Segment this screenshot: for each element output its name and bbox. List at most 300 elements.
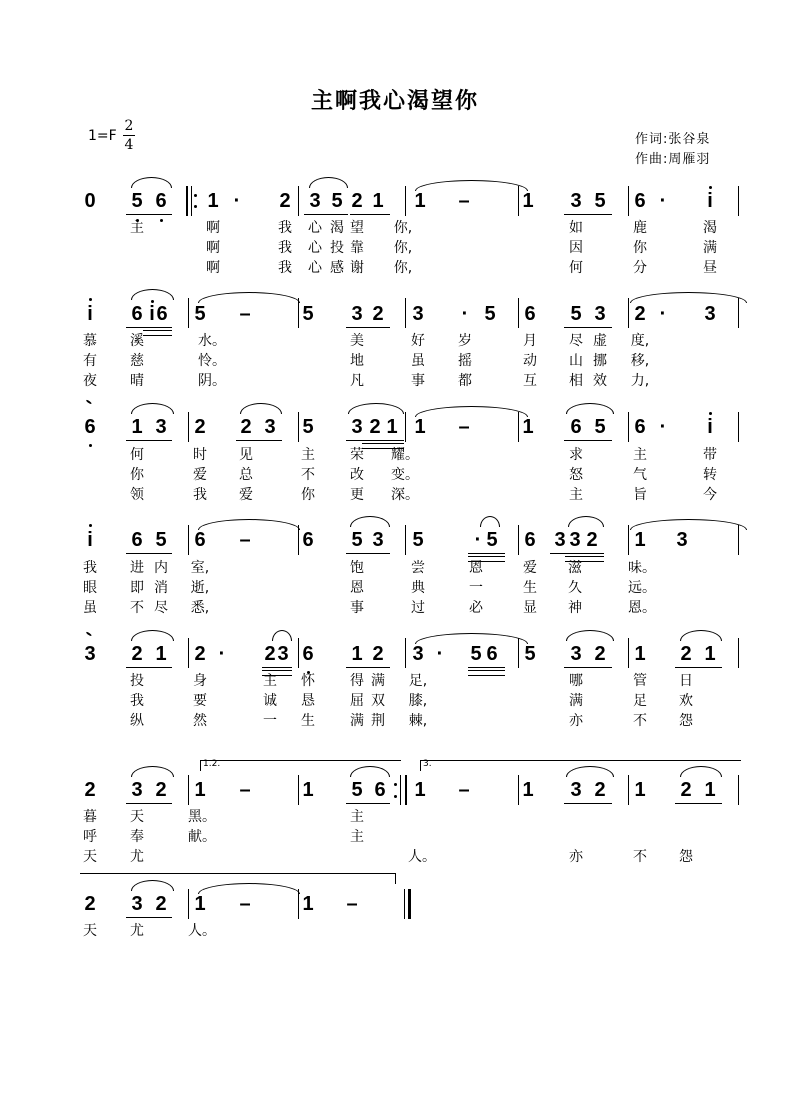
- lyric: 显: [523, 600, 537, 616]
- lyric: 荣: [350, 447, 364, 463]
- lyric: 屈: [350, 693, 364, 709]
- lyric: 爱: [523, 560, 537, 576]
- bar-line: [405, 775, 407, 805]
- note: 3: [264, 416, 276, 438]
- underline: [564, 803, 612, 806]
- note: 2: [634, 303, 646, 325]
- note: 2: [594, 779, 606, 801]
- slur: [415, 180, 528, 191]
- note: 5: [351, 529, 363, 551]
- lyric: 尤: [130, 923, 144, 939]
- lyric: 主: [301, 447, 315, 463]
- repeat-dot: [194, 194, 197, 197]
- lyric: 移,: [630, 353, 650, 369]
- bar-line: [298, 638, 299, 668]
- lyric: 溪: [130, 333, 144, 349]
- note: 6: [194, 529, 206, 551]
- note: –: [458, 779, 470, 801]
- note: –: [239, 529, 251, 551]
- lyric: 虚: [593, 333, 607, 349]
- bar-line: [188, 638, 189, 668]
- lyric: 事: [350, 600, 364, 616]
- note: ·: [218, 643, 226, 665]
- lyric: 月: [523, 333, 537, 349]
- underline: [126, 440, 172, 443]
- note: 3: [155, 416, 167, 438]
- lyric: 一: [263, 713, 277, 729]
- note: 1: [414, 779, 426, 801]
- double-underline: [468, 670, 505, 676]
- lyric: 好: [411, 333, 425, 349]
- note: 5: [594, 190, 606, 212]
- note: 3: [351, 303, 363, 325]
- lyric: 摇: [458, 353, 472, 369]
- note: 5: [484, 303, 496, 325]
- lyric: 渴: [330, 220, 344, 236]
- lyric: 暮: [83, 809, 97, 825]
- note: 3: [594, 303, 606, 325]
- lyric: 过: [411, 600, 425, 616]
- lyric: 人。: [408, 849, 436, 865]
- note: 5: [486, 529, 498, 551]
- lyric: 虽: [83, 600, 97, 616]
- volta-first-label: 1.2.: [203, 759, 221, 769]
- note: 1: [634, 529, 646, 551]
- bar-line: [518, 298, 519, 328]
- bar-line: [628, 298, 629, 328]
- lyric: 恩: [469, 560, 483, 576]
- bar-line: [298, 186, 299, 216]
- note: 5: [524, 643, 536, 665]
- lyric: 主: [350, 809, 364, 825]
- lyric: 不: [301, 467, 315, 483]
- underline: [675, 803, 722, 806]
- lyric: 尤: [130, 849, 144, 865]
- slur: [131, 289, 174, 300]
- lyric: 鹿: [633, 220, 647, 236]
- lyric: 虽: [411, 353, 425, 369]
- note: i: [87, 303, 93, 325]
- lyric: 我: [193, 487, 207, 503]
- lyric: 我: [130, 693, 144, 709]
- note: 1: [372, 190, 384, 212]
- slur: [131, 177, 172, 188]
- lyric: 你: [633, 240, 647, 256]
- slur: [350, 516, 390, 527]
- lyric: 消: [154, 580, 168, 596]
- slur: [415, 633, 528, 644]
- lyric: 你: [301, 487, 315, 503]
- lyric: 主: [130, 220, 144, 236]
- bar-line: [404, 889, 405, 919]
- note: 3: [84, 643, 96, 665]
- note: 6: [486, 643, 498, 665]
- lyric: 神: [568, 600, 582, 616]
- bar-line: [298, 775, 299, 805]
- lyric: 恩: [350, 580, 364, 596]
- lyric: 晴: [130, 373, 144, 389]
- lyric: 要: [193, 693, 207, 709]
- note: 1: [351, 643, 363, 665]
- lyric: 怒: [569, 467, 583, 483]
- note: 2: [372, 643, 384, 665]
- bar-line: [738, 775, 739, 805]
- note: 1: [194, 779, 206, 801]
- bar-line: [628, 186, 629, 216]
- lyric: 爱: [239, 487, 253, 503]
- underline: [346, 803, 390, 806]
- lyric: 膝,: [408, 693, 428, 709]
- slur: [131, 403, 174, 414]
- lyric: 远。: [628, 580, 656, 596]
- slur: [480, 516, 500, 527]
- note: 3: [309, 190, 321, 212]
- note: 2: [240, 416, 252, 438]
- lyric: 不: [130, 600, 144, 616]
- note: ·: [233, 190, 241, 212]
- lyric: 领: [130, 487, 144, 503]
- note: 2: [351, 190, 363, 212]
- lyric: 黑。: [188, 809, 216, 825]
- note: 2: [194, 416, 206, 438]
- note: 5: [194, 303, 206, 325]
- note: 6: [131, 303, 143, 325]
- note: 2: [369, 416, 381, 438]
- lyric: 欢: [679, 693, 693, 709]
- note: 6: [302, 643, 314, 665]
- note: 2: [194, 643, 206, 665]
- lyric: 改: [350, 467, 364, 483]
- note: i: [149, 303, 155, 325]
- note: 6: [374, 779, 386, 801]
- bar-line: [738, 186, 739, 216]
- lyric: 亦: [569, 849, 583, 865]
- lyric: 美: [350, 333, 364, 349]
- lyric: 即: [130, 580, 144, 596]
- slur: [566, 403, 614, 414]
- note: 1: [386, 416, 398, 438]
- lyric: 怀: [301, 673, 315, 689]
- lyric: 慕: [83, 333, 97, 349]
- bar-line: [408, 889, 411, 919]
- note: 2: [680, 643, 692, 665]
- lyric: 事: [411, 373, 425, 389]
- lyric: 心: [308, 260, 322, 276]
- note: 2: [84, 779, 96, 801]
- lyric: 望: [350, 220, 364, 236]
- note: 6: [524, 303, 536, 325]
- lyric: 求: [569, 447, 583, 463]
- bar-line: [188, 412, 189, 442]
- repeat-dot: [194, 205, 197, 208]
- lyric: 满: [371, 673, 385, 689]
- note: 6: [131, 529, 143, 551]
- lyric: 管: [633, 673, 647, 689]
- note: 1: [414, 416, 426, 438]
- bar-line: [405, 186, 406, 216]
- note: 1: [634, 779, 646, 801]
- lyric: 足,: [408, 673, 428, 689]
- note: 3: [570, 190, 582, 212]
- lyric: 味。: [628, 560, 656, 576]
- lyric: 主: [569, 487, 583, 503]
- lyricist-credit: 作词:张谷泉: [635, 132, 711, 147]
- note: –: [239, 893, 251, 915]
- bar-line: [518, 775, 519, 805]
- underline: [304, 214, 348, 217]
- note: 1: [634, 643, 646, 665]
- lyric: 满: [569, 693, 583, 709]
- lyric: 我: [83, 560, 97, 576]
- lyric: 尝: [411, 560, 425, 576]
- lyric: 旨: [633, 487, 647, 503]
- lyric: 人。: [188, 923, 216, 939]
- lyric: 地: [350, 353, 364, 369]
- note: 3: [554, 529, 566, 551]
- note: 2: [131, 643, 143, 665]
- key-signature: 1=F: [88, 128, 117, 144]
- time-bottom: 4: [124, 137, 134, 153]
- lyric: 何: [569, 260, 583, 276]
- note: 1: [302, 893, 314, 915]
- note: 6: [570, 416, 582, 438]
- slur: [198, 519, 300, 530]
- lyric: 谢: [350, 260, 364, 276]
- lyric: 互: [523, 373, 537, 389]
- note: 3: [569, 529, 581, 551]
- lyric: 主: [633, 447, 647, 463]
- lyric: 生: [301, 713, 315, 729]
- lyric: 见: [239, 447, 253, 463]
- lyric: 荆: [371, 713, 385, 729]
- slur: [131, 766, 174, 777]
- lyric: 尽: [154, 600, 168, 616]
- lyric: 然: [193, 713, 207, 729]
- lyric: 啊: [206, 240, 220, 256]
- bar-line: [628, 412, 629, 442]
- low-octave-dot: [160, 219, 163, 222]
- slur: [240, 403, 282, 414]
- lyric: 更: [350, 487, 364, 503]
- lyric: 天: [130, 809, 144, 825]
- lyric: 呼: [83, 829, 97, 845]
- lyric: 时: [193, 447, 207, 463]
- note: i: [87, 529, 93, 551]
- note: 5: [412, 529, 424, 551]
- bar-line: [188, 298, 189, 328]
- note: 6: [302, 529, 314, 551]
- repeat-dot: [394, 783, 397, 786]
- note: 5: [302, 416, 314, 438]
- lyric: 带: [703, 447, 717, 463]
- breath-mark: [86, 399, 92, 404]
- note: 6: [634, 416, 646, 438]
- note: 1: [522, 416, 534, 438]
- lyric: 尽: [569, 333, 583, 349]
- lyric: 投: [330, 240, 344, 256]
- note: 1: [302, 779, 314, 801]
- note: 5: [594, 416, 606, 438]
- note: 2: [264, 643, 276, 665]
- lyric: 满: [350, 713, 364, 729]
- lyric: 如: [569, 220, 583, 236]
- slur: [131, 630, 174, 641]
- bar-line: [188, 525, 189, 555]
- composer-credit: 作曲:周雁羽: [635, 152, 711, 167]
- lyric: 你,: [393, 220, 413, 236]
- lyric: 生: [523, 580, 537, 596]
- bar-line: [298, 412, 299, 442]
- lyric: 耀。: [391, 447, 419, 463]
- note: 5: [351, 779, 363, 801]
- slur: [568, 516, 604, 527]
- note: 2: [155, 779, 167, 801]
- lyric: 阴。: [198, 373, 226, 389]
- note: 3: [676, 529, 688, 551]
- underline: [346, 667, 390, 670]
- slur: [309, 177, 348, 188]
- lyric: 投: [130, 673, 144, 689]
- underline: [350, 214, 390, 217]
- bar-line: [405, 298, 406, 328]
- song-title: 主啊我心渴望你: [310, 88, 479, 114]
- lyric: 亦: [569, 713, 583, 729]
- volta-first-ending: [200, 760, 401, 771]
- note: 1: [522, 779, 534, 801]
- note: –: [346, 893, 358, 915]
- lyric: 满: [703, 240, 717, 256]
- lyric: 渴: [703, 220, 717, 236]
- note: 1: [207, 190, 219, 212]
- note: –: [458, 416, 470, 438]
- lyric: 水。: [198, 333, 226, 349]
- bar-line: [628, 638, 629, 668]
- bar-line: [405, 525, 406, 555]
- note: ·: [659, 416, 667, 438]
- underline: [126, 214, 172, 217]
- lyric: 啊: [206, 220, 220, 236]
- note: –: [239, 779, 251, 801]
- lyric: 恩。: [628, 600, 656, 616]
- underline: [126, 803, 172, 806]
- underline: [564, 214, 612, 217]
- lyric: 一: [469, 580, 483, 596]
- lyric: 相: [569, 373, 583, 389]
- volta-third-label: 3.: [423, 759, 432, 769]
- lyric: 天: [83, 849, 97, 865]
- note: ·: [474, 529, 482, 551]
- note: 6: [155, 190, 167, 212]
- lyric: 恳: [301, 693, 315, 709]
- lyric: 何: [130, 447, 144, 463]
- slur: [680, 630, 722, 641]
- lyric: 不: [633, 713, 647, 729]
- lyric: 分: [633, 260, 647, 276]
- note: 2: [84, 893, 96, 915]
- bar-line: [188, 889, 189, 919]
- bar-line: [405, 638, 406, 668]
- bar-line: [518, 525, 519, 555]
- slur: [630, 519, 747, 530]
- lyric: 你,: [393, 240, 413, 256]
- lyric: 我: [278, 260, 292, 276]
- note: 1: [414, 190, 426, 212]
- underline: [675, 667, 722, 670]
- high-octave-dot: [709, 412, 712, 415]
- lyric: 怨: [679, 713, 693, 729]
- lyric: 眼: [83, 580, 97, 596]
- note: 1: [522, 190, 534, 212]
- lyric: 因: [569, 240, 583, 256]
- underline: [346, 553, 390, 556]
- time-top: 2: [124, 118, 134, 134]
- lyric: 进: [130, 560, 144, 576]
- volta-third-ending: [420, 760, 741, 771]
- lyric: 岁: [458, 333, 472, 349]
- lyric: 不: [633, 849, 647, 865]
- underline: [126, 667, 172, 670]
- bar-line: [628, 775, 629, 805]
- lyric: 悉,: [190, 600, 210, 616]
- high-octave-dot: [709, 186, 712, 189]
- lyric: 必: [469, 600, 483, 616]
- lyric: 久: [568, 580, 582, 596]
- lyric: 饱: [350, 560, 364, 576]
- lyric: 怨: [679, 849, 693, 865]
- high-octave-dot: [89, 298, 92, 301]
- note: 3: [704, 303, 716, 325]
- note: 3: [570, 779, 582, 801]
- lyric: 啊: [206, 260, 220, 276]
- note: 6: [84, 416, 96, 438]
- note: ·: [461, 303, 469, 325]
- note: 1: [704, 779, 716, 801]
- lyric: 你,: [393, 260, 413, 276]
- underline: [236, 440, 282, 443]
- lyric: 总: [239, 467, 253, 483]
- underline: [346, 327, 390, 330]
- slur: [630, 292, 747, 303]
- breath-mark: [86, 631, 92, 636]
- lyric: 足: [633, 693, 647, 709]
- note: ·: [659, 190, 667, 212]
- lyric: 爱: [193, 467, 207, 483]
- lyric: 奉: [130, 829, 144, 845]
- note: 3: [372, 529, 384, 551]
- slur: [566, 630, 614, 641]
- note: 5: [131, 190, 143, 212]
- note: 6: [634, 190, 646, 212]
- lyric: 慈: [130, 353, 144, 369]
- lyric: 感: [330, 260, 344, 276]
- note: 2: [279, 190, 291, 212]
- high-octave-dot: [151, 300, 154, 303]
- lyric: 我: [278, 240, 292, 256]
- lyric: 挪: [593, 353, 607, 369]
- bar-line: [191, 186, 192, 216]
- lyric: 日: [679, 673, 693, 689]
- bar-line: [738, 638, 739, 668]
- note: 3: [351, 416, 363, 438]
- bar-line: [405, 412, 406, 442]
- lyric: 哪: [569, 673, 583, 689]
- lyric: 靠: [350, 240, 364, 256]
- lyric: 棘,: [408, 713, 428, 729]
- lyric: 心: [308, 220, 322, 236]
- note: 1: [155, 643, 167, 665]
- note: 3: [412, 643, 424, 665]
- note: 3: [570, 643, 582, 665]
